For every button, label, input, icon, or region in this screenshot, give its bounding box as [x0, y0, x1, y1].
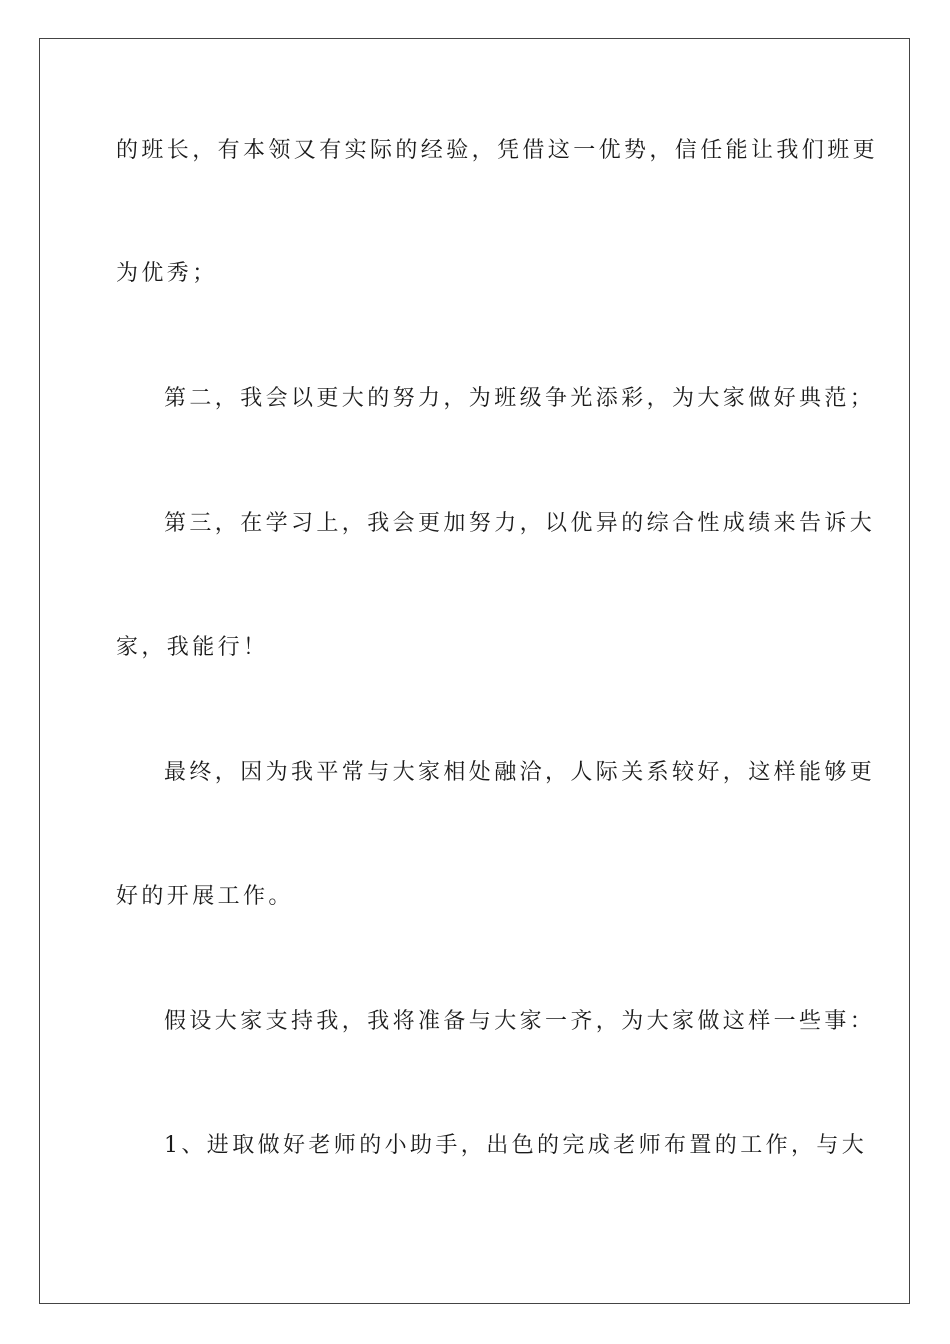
- text-line-2: 为优秀；: [116, 261, 218, 286]
- text-line-3: 第二，我会以更大的努力，为班级争光添彩，为大家做好典范；: [164, 386, 876, 411]
- page-frame: [39, 38, 910, 1304]
- text-line-7: 好的开展工作。: [116, 884, 294, 909]
- text-line-9: 1、进取做好老师的小助手，出色的完成老师布置的工作，与大: [164, 1133, 868, 1158]
- text-line-8: 假设大家支持我，我将准备与大家一齐，为大家做这样一些事：: [164, 1009, 876, 1034]
- text-line-4: 第三，在学习上，我会更加努力，以优异的综合性成绩来告诉大: [164, 511, 876, 536]
- text-line-1: 的班长，有本领又有实际的经验，凭借这一优势，信任能让我们班更: [116, 138, 879, 163]
- text-line-5: 家，我能行！: [116, 635, 269, 660]
- text-line-6: 最终，因为我平常与大家相处融洽，人际关系较好，这样能够更: [164, 760, 876, 785]
